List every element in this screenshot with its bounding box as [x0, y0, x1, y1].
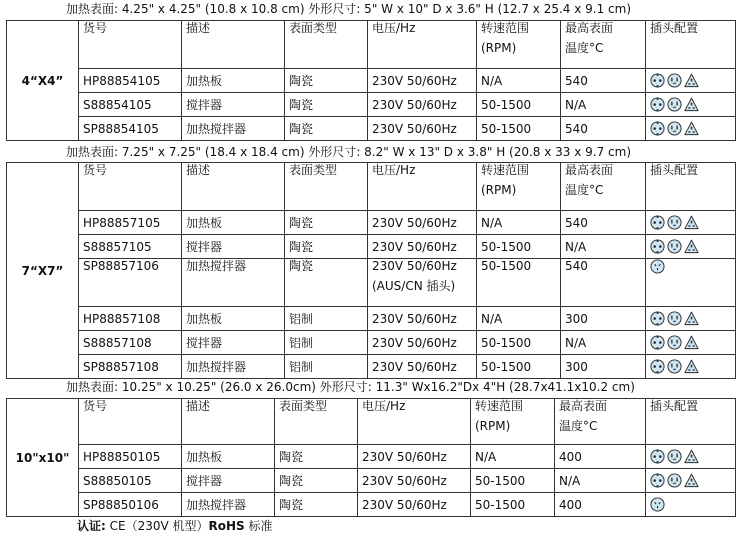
us-plug-icon [667, 335, 682, 350]
cell-desc: 加热搅拌器 [182, 259, 285, 307]
header-desc: 描述 [182, 21, 285, 69]
size-label: 4“X4” [7, 21, 79, 141]
cell-temp: 300 [561, 307, 646, 331]
cell-plug [646, 235, 736, 259]
au-plug-icon [650, 497, 665, 512]
cell-voltage: 230V 50/60Hz [358, 445, 471, 469]
table-header-row [7, 399, 736, 445]
eu-plug-icon [650, 97, 665, 112]
uk-plug-icon [684, 449, 699, 464]
table-row [7, 259, 736, 307]
table-row [7, 235, 736, 259]
cell-temp: N/A [561, 235, 646, 259]
header-temp: 最高表面 温度°C [561, 163, 646, 211]
us-plug-icon [667, 215, 682, 230]
header-surface: 表面类型 [285, 21, 368, 69]
header-temp: 最高表面 温度°C [555, 399, 646, 445]
cell-model: HP88854105 [79, 69, 182, 93]
cell-surface: 陶瓷 [285, 211, 368, 235]
spec-table-7x7 [6, 162, 736, 379]
cell-model: S88857108 [79, 331, 182, 355]
size-label: 7“X7” [7, 163, 79, 379]
cell-desc: 加热板 [182, 211, 285, 235]
cell-plug [646, 469, 736, 493]
cell-temp: 400 [555, 445, 646, 469]
cell-speed: 50-1500 [477, 259, 561, 307]
us-plug-icon [667, 73, 682, 88]
uk-plug-icon [684, 121, 699, 136]
table-row [7, 93, 736, 117]
cell-surface: 陶瓷 [275, 445, 358, 469]
uk-plug-icon [684, 73, 699, 88]
header-voltage: 电压/Hz [368, 21, 477, 69]
cell-model: S88857105 [79, 235, 182, 259]
cell-plug [646, 307, 736, 331]
cell-temp: N/A [555, 469, 646, 493]
eu-plug-icon [650, 311, 665, 326]
cell-model: HP88850105 [79, 445, 182, 469]
cell-surface: 铝制 [285, 331, 368, 355]
table-row [7, 117, 736, 141]
table-header-row [7, 21, 736, 69]
uk-plug-icon [684, 359, 699, 374]
uk-plug-icon [684, 311, 699, 326]
cell-surface: 陶瓷 [285, 235, 368, 259]
section-caption: 加热表面: 4.25" x 4.25" (10.8 x 10.8 cm) 外形尺寸: 5" W x 10" D x 3.6" H (12.7 x 25.4 x 9.1 cm) [66, 2, 632, 16]
cell-surface: 陶瓷 [285, 69, 368, 93]
cell-desc: 搅拌器 [182, 469, 275, 493]
cell-surface: 陶瓷 [285, 259, 368, 307]
us-plug-icon [667, 449, 682, 464]
uk-plug-icon [684, 239, 699, 254]
cell-desc: 加热板 [182, 445, 275, 469]
header-desc: 描述 [182, 399, 275, 445]
cell-surface: 铝制 [285, 307, 368, 331]
us-plug-icon [667, 239, 682, 254]
section-caption: 加热表面: 10.25" x 10.25" (26.0 x 26.0cm) 外形尺寸: 11.3" Wx16.2"Dx 4"H (28.7x41.1x10.2 cm) [66, 380, 635, 394]
us-plug-icon [667, 359, 682, 374]
header-surface: 表面类型 [275, 399, 358, 445]
au-plug-icon [650, 259, 665, 274]
uk-plug-icon [684, 97, 699, 112]
header-temp: 最高表面 温度°C [561, 21, 646, 69]
certification-footer [77, 517, 273, 534]
cell-speed: 50-1500 [477, 93, 561, 117]
cell-temp: 540 [561, 117, 646, 141]
uk-plug-icon [684, 215, 699, 230]
cell-speed: 50-1500 [477, 117, 561, 141]
cell-voltage: 230V 50/60Hz [368, 331, 477, 355]
cell-temp: N/A [561, 93, 646, 117]
header-model: 货号 [79, 21, 182, 69]
us-plug-icon [667, 473, 682, 488]
cell-voltage: 230V 50/60Hz [368, 211, 477, 235]
cell-speed: 50-1500 [477, 331, 561, 355]
header-plug: 插头配置 [646, 399, 736, 445]
footer-suffix: 标准 [244, 519, 273, 533]
cell-surface: 陶瓷 [285, 117, 368, 141]
eu-plug-icon [650, 449, 665, 464]
cell-plug [646, 259, 736, 307]
cell-desc: 加热板 [182, 307, 285, 331]
cell-speed: N/A [471, 445, 555, 469]
eu-plug-icon [650, 335, 665, 350]
eu-plug-icon [650, 473, 665, 488]
footer-text: CE（230V 机型） [109, 519, 209, 533]
cell-voltage: 230V 50/60Hz [368, 235, 477, 259]
eu-plug-icon [650, 121, 665, 136]
us-plug-icon [667, 97, 682, 112]
cell-model: HP88857105 [79, 211, 182, 235]
cell-plug [646, 211, 736, 235]
cell-plug [646, 117, 736, 141]
spec-table-4x4 [6, 20, 736, 141]
header-voltage: 电压/Hz [358, 399, 471, 445]
cell-voltage: 230V 50/60Hz [368, 307, 477, 331]
section-caption: 加热表面: 7.25" x 7.25" (18.4 x 18.4 cm) 外形尺寸: 8.2" W x 13" D x 3.8" H (20.8 x 33 x 9.7 cm) [66, 145, 632, 159]
size-label: 10"x10" [7, 399, 79, 517]
cell-voltage: 230V 50/60Hz [358, 469, 471, 493]
cell-temp: N/A [561, 331, 646, 355]
cell-model: SP88857108 [79, 355, 182, 379]
cell-plug [646, 331, 736, 355]
cell-voltage: 230V 50/60Hz [358, 493, 471, 517]
table-row [7, 307, 736, 331]
cell-plug [646, 493, 736, 517]
cell-plug [646, 445, 736, 469]
header-desc: 描述 [182, 163, 285, 211]
cell-model: SP88850106 [79, 493, 182, 517]
cell-speed: 50-1500 [471, 493, 555, 517]
uk-plug-icon [684, 335, 699, 350]
cell-temp: 400 [555, 493, 646, 517]
cell-model: S88854105 [79, 93, 182, 117]
spec-table-10x10 [6, 398, 736, 517]
eu-plug-icon [650, 215, 665, 230]
uk-plug-icon [684, 473, 699, 488]
header-plug: 插头配置 [646, 21, 736, 69]
cell-surface: 陶瓷 [275, 493, 358, 517]
header-surface: 表面类型 [285, 163, 368, 211]
cell-surface: 陶瓷 [275, 469, 358, 493]
header-model: 货号 [79, 163, 182, 211]
cell-plug [646, 355, 736, 379]
cell-speed: N/A [477, 69, 561, 93]
cell-desc: 搅拌器 [182, 235, 285, 259]
cell-voltage: 230V 50/60Hz (AUS/CN 插头) [368, 259, 477, 307]
table-row [7, 211, 736, 235]
cell-speed: N/A [477, 307, 561, 331]
cell-temp: 540 [561, 211, 646, 235]
cell-desc: 加热搅拌器 [182, 355, 285, 379]
cell-surface: 铝制 [285, 355, 368, 379]
eu-plug-icon [650, 73, 665, 88]
cell-voltage: 230V 50/60Hz [368, 69, 477, 93]
cell-temp: 540 [561, 259, 646, 307]
header-speed: 转速范围 (RPM) [477, 21, 561, 69]
cell-desc: 加热搅拌器 [182, 117, 285, 141]
eu-plug-icon [650, 239, 665, 254]
header-plug: 插头配置 [646, 163, 736, 211]
header-voltage: 电压/Hz [368, 163, 477, 211]
us-plug-icon [667, 311, 682, 326]
cell-model: HP88857108 [79, 307, 182, 331]
cell-voltage: 230V 50/60Hz [368, 355, 477, 379]
cell-voltage: 230V 50/60Hz [368, 93, 477, 117]
cell-speed: N/A [477, 211, 561, 235]
cell-temp: 300 [561, 355, 646, 379]
table-row [7, 69, 736, 93]
header-speed: 转速范围 (RPM) [477, 163, 561, 211]
cell-desc: 搅拌器 [182, 93, 285, 117]
cell-desc: 加热板 [182, 69, 285, 93]
table-row [7, 469, 736, 493]
cell-speed: 50-1500 [477, 355, 561, 379]
table-row [7, 355, 736, 379]
header-speed: 转速范围 (RPM) [471, 399, 555, 445]
footer-label: 认证: [77, 519, 106, 533]
cell-voltage: 230V 50/60Hz [368, 117, 477, 141]
cell-model: SP88854105 [79, 117, 182, 141]
cell-model: S88850105 [79, 469, 182, 493]
cell-plug [646, 93, 736, 117]
eu-plug-icon [650, 359, 665, 374]
us-plug-icon [667, 121, 682, 136]
cell-desc: 搅拌器 [182, 331, 285, 355]
cell-surface: 陶瓷 [285, 93, 368, 117]
cell-temp: 540 [561, 69, 646, 93]
cell-speed: 50-1500 [477, 235, 561, 259]
table-row [7, 493, 736, 517]
header-model: 货号 [79, 399, 182, 445]
cell-desc: 加热搅拌器 [182, 493, 275, 517]
rohs-mark: RoHS [208, 519, 245, 533]
cell-speed: 50-1500 [471, 469, 555, 493]
cell-plug [646, 69, 736, 93]
table-row [7, 331, 736, 355]
cell-model: SP88857106 [79, 259, 182, 307]
table-header-row [7, 163, 736, 211]
table-row [7, 445, 736, 469]
